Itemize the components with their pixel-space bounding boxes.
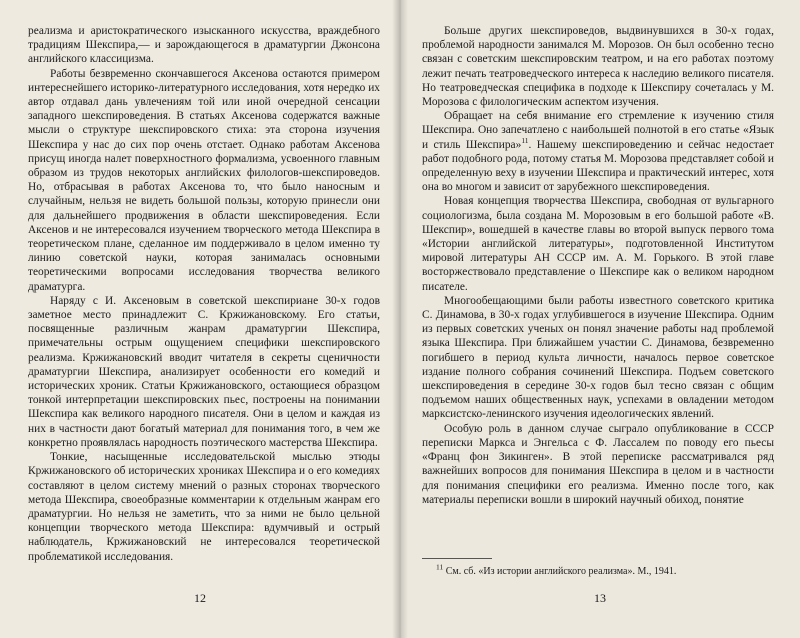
footnote-marker[interactable]: 11	[521, 135, 529, 145]
paragraph-text: . Нашему шекспироведению и сейчас недостает работ подобного рода, потому статья М. Морозова представляет собой и определенную веху в изучении Шекспира и практический интерес, хотя она во многом и зависит от зарубежного шекспироведения.	[422, 138, 774, 194]
footnote	[422, 558, 774, 578]
paragraph: Наряду с И. Аксеновым в советской шекспириане 30-х годов заметное место принадлежит С. Кржижановскому. Его статьи, посвященные различным жанрам драматургии Шекспира, примечательны острым ощущением специфики шекспировского реализма. Кржижановский вводит читателя в секреты сценичности драматургии Шекспира, анализирует особенности его комедий и исторических хроник. Статьи Кржижановского, остающиеся образцом тонкой интерпретации шекспировских пьес, построены на понимании Шекспира как великого народного писателя. Они в целом и каждая из них в частности дают богатый материал для понимания того, в чем же конкретно проявлялась народность поэтического мастерства Шекспира.	[28, 294, 380, 449]
footnote-body: См. сб. «Из истории английского реализма». М., 1941.	[445, 566, 677, 577]
paragraph: Особую роль в данном случае сыграло опубликование в СССР переписки Маркса и Энгельса с Ф. Лассалем по поводу его пьесы «Франц фон Зикинген». В этой переписке рассматривался ряд важнейших вопросов для понимания Шекспира в целом и в частности для понимания специфики его реализма. Именно после того, как материалы переписки вошли в широкий научный обиход, понятие	[422, 422, 774, 506]
paragraph-text: Обращает на себя внимание его стремление к изучению стиля Шекспира. Оно запечатлено с наибольшей полнотой в его статье «Язык и стиль Шекспира»	[422, 110, 774, 151]
paragraph: реализма и аристократического изысканного искусства, враждебного традициям Шекспира,— и зарождающегося в драматургии Джонсона английского классицизма.	[28, 25, 380, 66]
paragraph: Тонкие, насыщенные исследовательской мыслью этюды Кржижановского об исторических хрониках Шекспира и о его комедиях составляют в целом систему мнений о разных сторонах творческого метода Шекспира, своеобразные комментарии к отдельным жанрам его драматургии. Но нельзя не заметить, что за ними не было цельной концепции творческого метода Шекспира: вдумчивый и острый наблюдатель, Кржижановский не интересовался теоретической проблематикой исследования.	[28, 451, 380, 563]
page-number: 13	[594, 591, 606, 605]
footnote-number: 11	[436, 562, 444, 572]
footnote-text	[422, 562, 774, 578]
paragraph: Многообещающими были работы известного советского критика С. Динамова, в 30-х годах углубившегося в изучение Шекспира. Одним из первых советских ученых он понял значение работы над проблемой языка Шекспира. При ближайшем участии С. Динамова, безвременно погибшего в период культа личности, началось первое советское издание полного собрания сочинений Шекспира. Подъем советского шекспироведения в середине 30-х годов был тесно связан с общим подъемом наших общественных наук, успехами в овладении методом марксистско-ленинского изучения идеологических явлений.	[422, 294, 774, 421]
page-number: 12	[194, 591, 206, 605]
left-page-text	[28, 24, 380, 564]
right-page-text	[422, 24, 774, 507]
paragraph: Новая концепция творчества Шекспира, свободная от вульгарного социологизма, была создана М. Морозовым в его большой работе «В. Шекспир», вошедшей в качестве главы во второй выпуск первого тома «Истории английской литературы», подготовленной Институтом мировой литературы АН СССР им. А. М. Горького. В этой главе восторжествовало представление о Шекспире как о великом народном писателе.	[422, 195, 774, 293]
footnote-rule	[422, 558, 492, 559]
paragraph: Работы безвременно скончавшегося Аксенова остаются примером интереснейшего историко-литературного исследования, хотя нередко их автор отдавал дань увлечениям той или иной очередной сенсации западного шекспироведения. В статьях Аксенова содержатся важные мысли о структуре шекспировского стиха: эта сторона изучения Шекспира у нас до сих пор очень отстает. Однако работам Аксенова присущ иногда налет поверхностного формализма, усвоенного главным образом из трудов некоторых английских филологов-шекспироведов. Но, отбрасывая в работах Аксенова то, что было наносным и случайным, нельзя не видеть большой пользы, которую принесли они для дальнейшего продвижения в области шекспироведения. Если Аксенов и не интересовался изучением творческого метода Шекспира в теоретическом плане, сделанное им поддерживало в целом именно ту линию советской науки, которая занималась основными теоретическими вопросами исследования творчества великого драматурга.	[28, 67, 380, 293]
paragraph	[422, 109, 774, 194]
right-page	[400, 0, 800, 638]
paragraph: Больше других шекспироведов, выдвинувшихся в 30-х годах, проблемой народности занимался М. Морозов. Он был особенно тесно связан с советским шекспировским театром, и на его работах поэтому лежит печать театроведческого интереса к наследию великого писателя. Но театроведческая специфика в подходе к Шекспиру сочеталась у М. Морозова с филологическим аспектом изучения.	[422, 25, 774, 109]
